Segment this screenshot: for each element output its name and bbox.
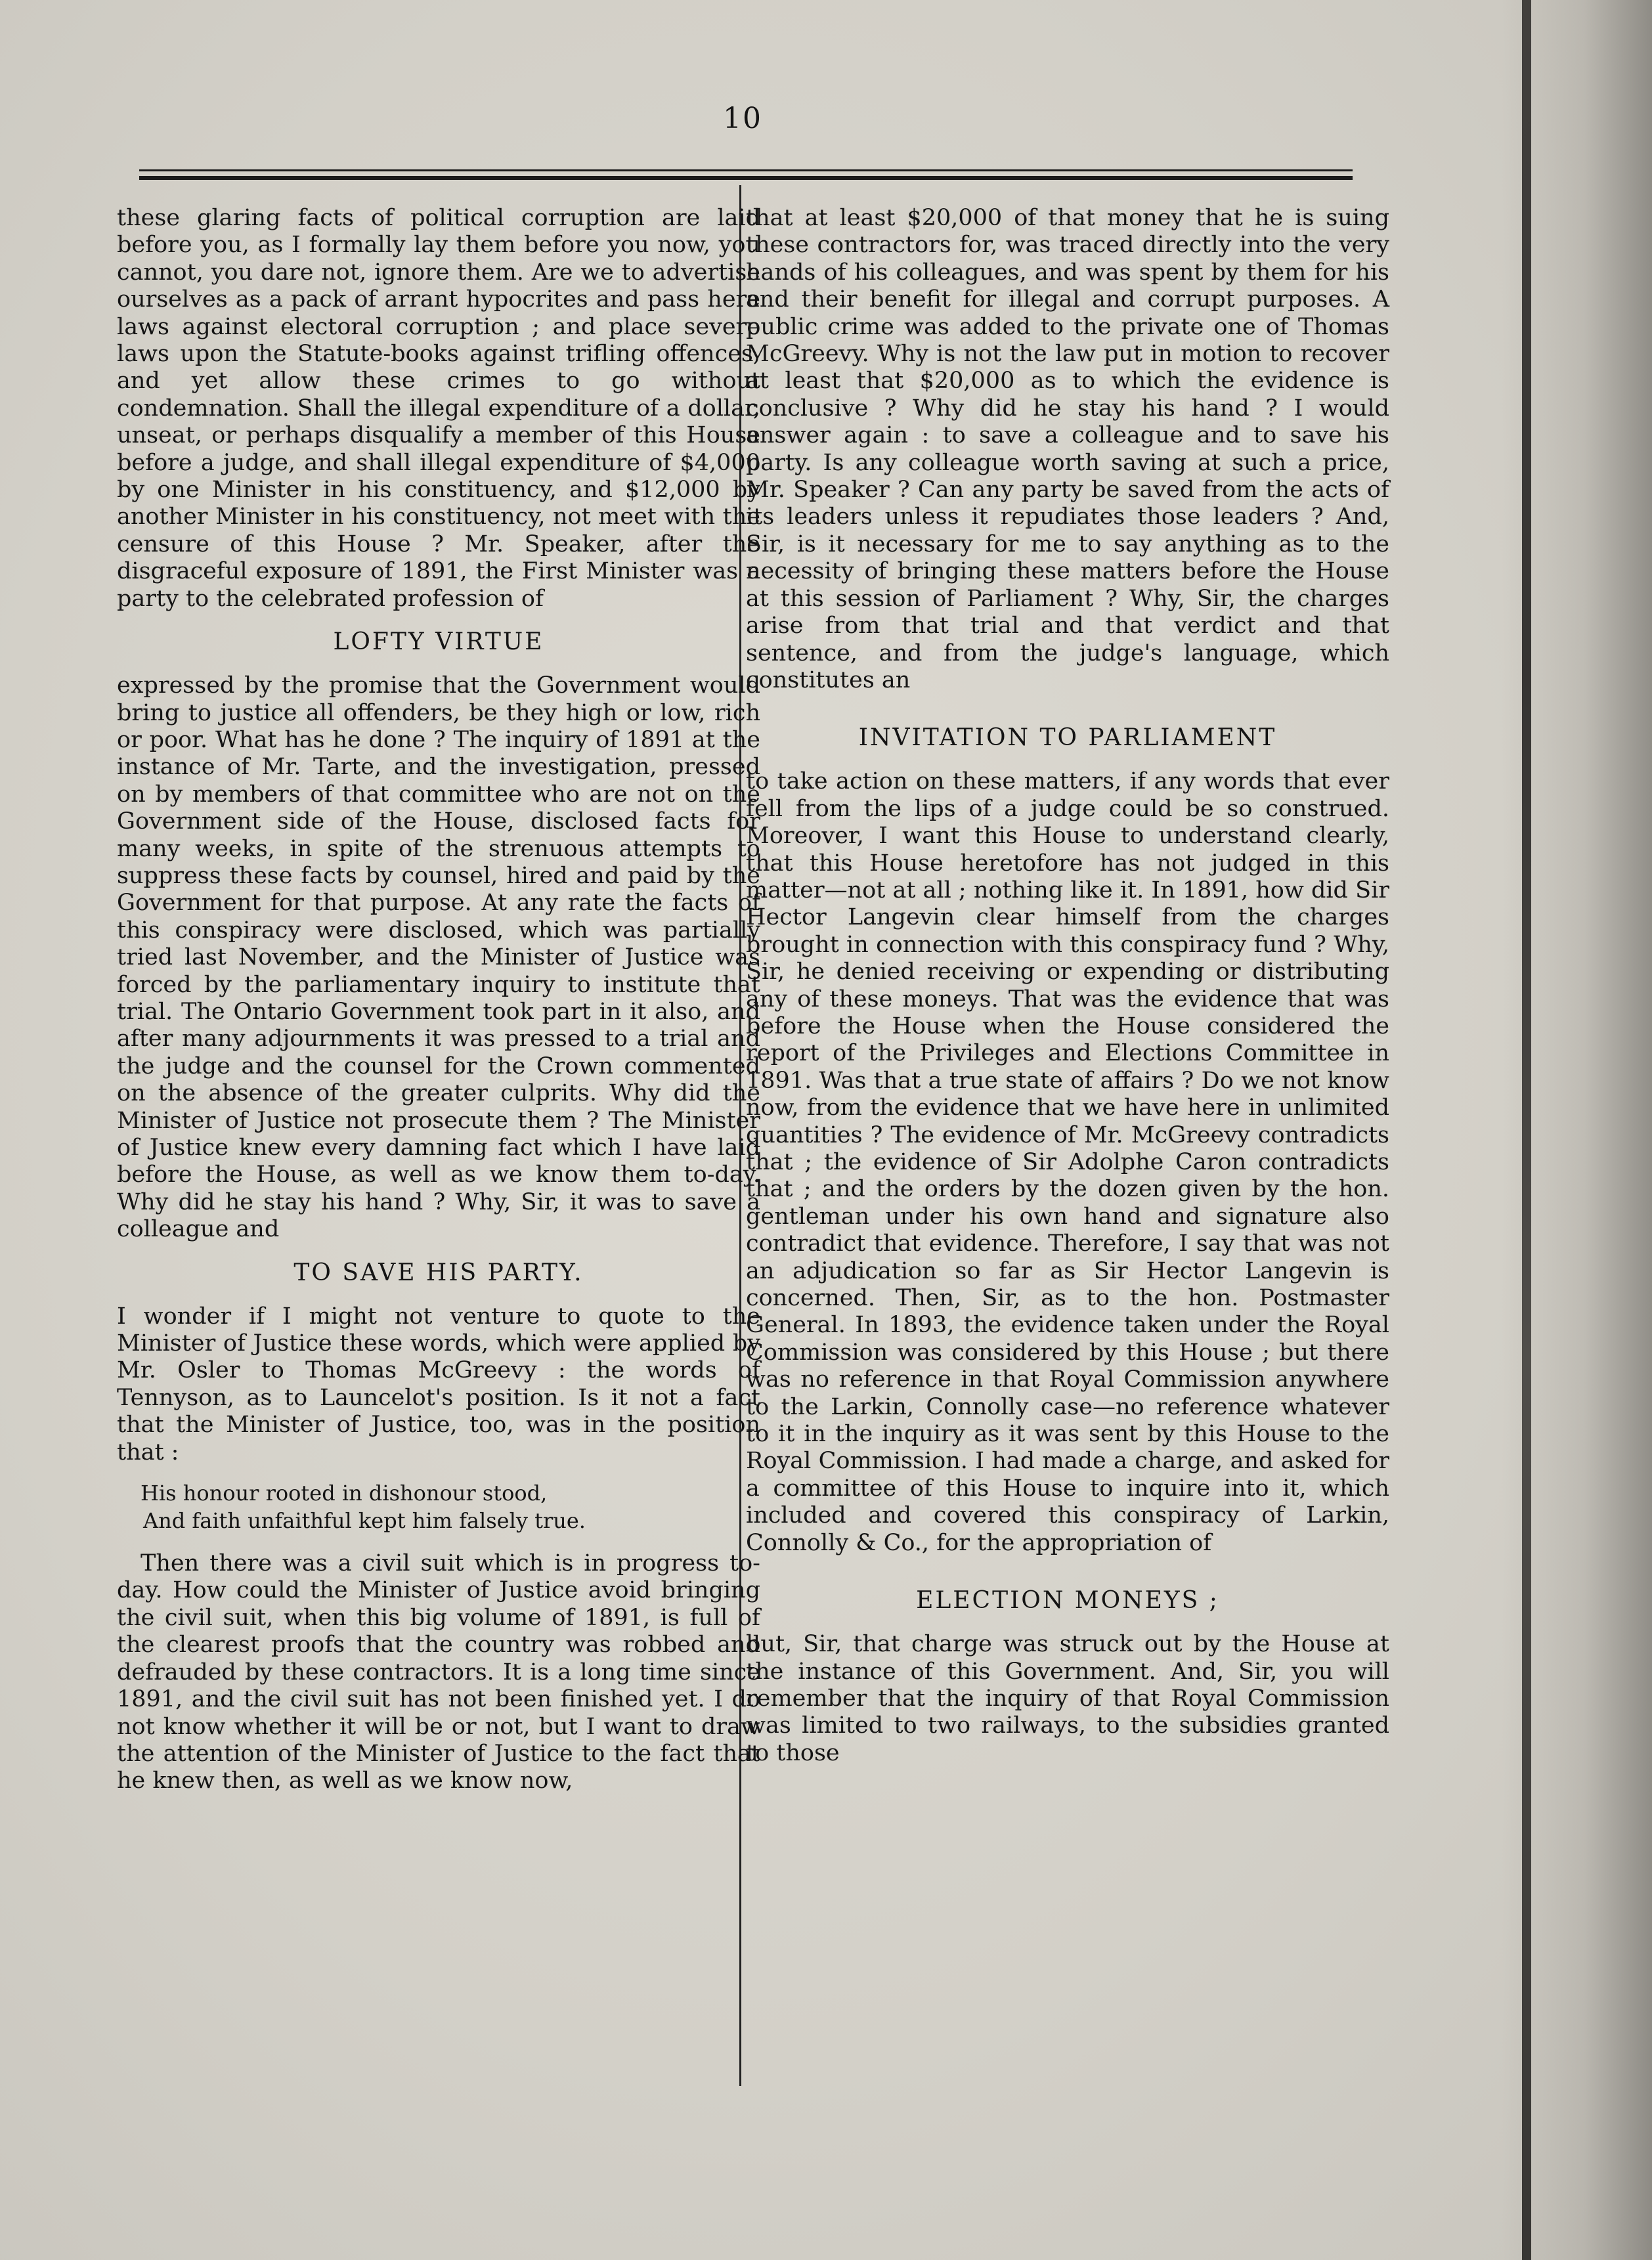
subheading-election-moneys: ELECTION MONEYS ;: [916, 1587, 1219, 1615]
left-paragraph-1: these glaring facts of political corruption are laid before you, as I formally lay them before you now, you cannot, you dare not, ignore them. Are we to advertise ourselves as a pack of arrant hypocrites and pass here laws against electoral corruption ; and place severe laws upon the Statute-books against trifling offences, and yet allow these crimes to go without condemnation. Shall the illegal expenditure of a dollar, unseat, or perhaps disqualify a member of this House before a judge, and shall illegal expenditure of $4,000 by one Minister in his constituency, and $12,000 by another Minister in his constituency, not meet with the censure of this House ? Mr. Speaker, after the disgraceful exposure of 1891, the First Minister was a party to the celebrated profession of: [117, 205, 760, 612]
subheading-lofty-virtue: LOFTY VIRTUE: [333, 628, 544, 656]
subheading-invitation-to-parliament: INVITATION TO PARLIAMENT: [858, 724, 1277, 752]
verse-line-1: His honour rooted in dishonour stood,: [141, 1481, 548, 1506]
right-paragraph-2: to take action on these matters, if any words that ever fell from the lips of a judge could be so construed. Moreover, I want this House to understand clearly, that this House heretofore has not judged in this matter—not at all ; nothing like it. In 1891, how did Sir Hector Langevin clear himself from the charges brought in connection with this conspiracy fund ? Why, Sir, he denied receiving or expending or distributing any of these moneys. That was the evidence that was before the House when the House considered the report of the Privileges and Elections Committee in 1891. Was that a true state of affairs ? Do we not know now, from the evidence that we have here in unlimited quantities ? The evidence of Mr. McGreevy contradicts that ; the evidence of Sir Adolphe Caron contradicts that ; and the orders by the dozen given by the hon. gentleman under his own hand and signature also contradict that evidence. Therefore, I say that was not an adjudication so far as Sir Hector Langevin is concerned. Then, Sir, as to the hon. Postmaster General. In 1893, the evidence taken under the Royal Commission was considered by this House ; but there was no reference in that Royal Commission anywhere to the Larkin, Connolly case—no reference whatever to it in the inquiry as it was sent by this House to the Royal Commission. I had made a charge, and asked for a committee of this House to inquire into it, which included and covered this conspiracy of Larkin, Connolly & Co., for the appropriation of: [746, 768, 1389, 1556]
right-column: [746, 205, 1389, 1767]
binding-spine: [1522, 0, 1531, 2260]
left-paragraph-4: Then there was a civil suit which is in progress to-day. How could the Minister of Justice avoid bringing the civil suit, when this big volume of 1891, is full of the clearest proofs that the country was robbed and defrauded by these contractors. It is a long time since 1891, and the civil suit has not been finished yet. I do not know whether it will be or not, but I want to draw the attention of the Minister of Justice to the fact that he knew then, as well as we know now,: [117, 1550, 760, 1794]
subheading-to-save-his-party: TO SAVE HIS PARTY.: [293, 1259, 584, 1286]
left-paragraph-2: expressed by the promise that the Government would bring to justice all offenders, be they high or low, rich or poor. What has he done ? The inquiry of 1891 at the instance of Mr. Tarte, and the investigation, pressed on by members of that committee who are not on the Government side of the House, disclosed facts for many weeks, in spite of the strenuous attempts to suppress these facts by counsel, hired and paid by the Government for that purpose. At any rate the facts of this conspiracy were disclosed, which was partially tried last November, and the Minister of Justice was forced by the parliamentary inquiry to institute that trial. The Ontario Government took part in it also, and after many adjournments it was pressed to a trial and the judge and the counsel for the Crown commented on the absence of the greater culprits. Why did the Minister of Justice not prosecute them ? The Minister of Justice knew every damning fact which I have laid before the House, as well as we know them to-day. Why did he stay his hand ? Why, Sir, it was to save a colleague and: [117, 672, 760, 1243]
header-rule-thin: [139, 169, 1353, 171]
spacer: [746, 1557, 1389, 1571]
page-number: 10: [723, 102, 762, 135]
right-paragraph-3: but, Sir, that charge was struck out by the House at the instance of this Government. And, Sir, you will remember that the inquiry of that Royal Commission was limited to two railways, to the subsidies granted to those: [746, 1631, 1389, 1766]
spacer: [746, 694, 1389, 708]
header-rule-thick: [139, 176, 1353, 180]
left-column: [117, 205, 760, 1795]
tennyson-quote: [141, 1479, 760, 1534]
verse-line-2: And faith unfaithful kept him falsely true.: [143, 1508, 586, 1534]
right-paragraph-1: that at least $20,000 of that money that he is suing these contractors for, was traced directly into the very hands of his colleagues, and was spent by them for his and their benefit for illegal and corrupt purposes. A public crime was added to the private one of Thomas McGreevy. Why is not the law put in motion to recover at least that $20,000 as to which the evidence is conclusive ? Why did he stay his hand ? I would answer again : to save a colleague and to save his party. Is any colleague worth saving at such a price, Mr. Speaker ? Can any party be saved from the acts of its leaders unless it repudiates those leaders ? And, Sir, is it necessary for me to say anything as to the necessity of bringing these matters before the House at this session of Parliament ? Why, Sir, the charges arise from that trial and that verdict and that sentence, and from the judge's language, which constitutes an: [746, 205, 1389, 693]
left-paragraph-3: I wonder if I might not venture to quote to the Minister of Justice these words, which were applied by Mr. Osler to Thomas McGreevy : the words of Tennyson, as to Launcelot's position. Is it not a fact that the Minister of Justice, too, was in the position that :: [117, 1303, 760, 1466]
